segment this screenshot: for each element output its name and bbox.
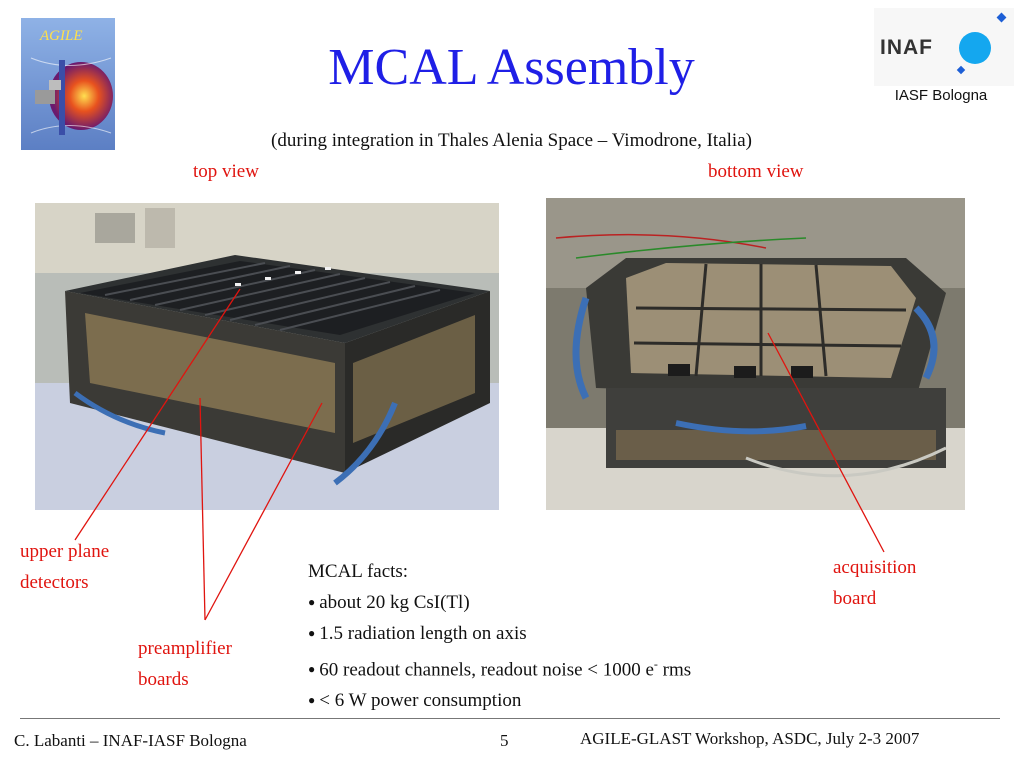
acq-label-line1: acquisition — [833, 557, 917, 578]
preamp-label-line2: boards — [138, 669, 189, 690]
slide-subtitle: (during integration in Thales Alenia Space – Vimodrone, Italia) — [271, 130, 752, 151]
bullet-icon: ● — [308, 693, 316, 708]
page-number: 5 — [500, 731, 509, 750]
preamplifier-boards-label — [138, 633, 232, 695]
fact-item: ● about 20 kg CsI(Tl) — [308, 592, 470, 613]
facts-heading: MCAL facts: — [308, 561, 409, 582]
preamp-label-line1: preamplifier — [138, 638, 232, 659]
upper-plane-label-line2: detectors — [20, 572, 89, 593]
footer-author: C. Labanti – INAF-IASF Bologna — [14, 731, 247, 750]
inaf-caption: IASF Bologna — [894, 87, 988, 104]
bullet-icon: ● — [308, 626, 316, 640]
superscript-minus: - — [653, 657, 658, 671]
footer-divider — [20, 718, 1000, 719]
top-view-photo — [35, 203, 499, 510]
fact-item: ● < 6 W power consumption — [308, 690, 522, 712]
bullet-icon: ● — [308, 595, 316, 609]
bullet-icon: ● — [308, 662, 316, 677]
footer-event: AGILE-GLAST Workshop, ASDC, July 2-3 2007 — [580, 729, 920, 748]
agile-logo-text: AGILE — [40, 28, 83, 44]
bottom-view-photo — [546, 198, 965, 510]
acq-label-line2: board — [833, 588, 877, 609]
fact-item: ● 60 readout channels, readout noise < 1000 e- rms — [308, 657, 692, 681]
acquisition-board-label — [833, 552, 916, 614]
slide-title: MCAL Assembly — [328, 39, 695, 96]
mcal-facts — [308, 556, 691, 716]
upper-plane-detectors-label — [20, 536, 109, 598]
inaf-logo-text: INAF — [880, 36, 933, 59]
fact-item: ● 1.5 radiation length on axis — [308, 623, 527, 644]
upper-plane-label-line1: upper plane — [20, 541, 110, 562]
bottom-view-label: bottom view — [708, 161, 804, 182]
top-view-label: top view — [193, 161, 259, 182]
